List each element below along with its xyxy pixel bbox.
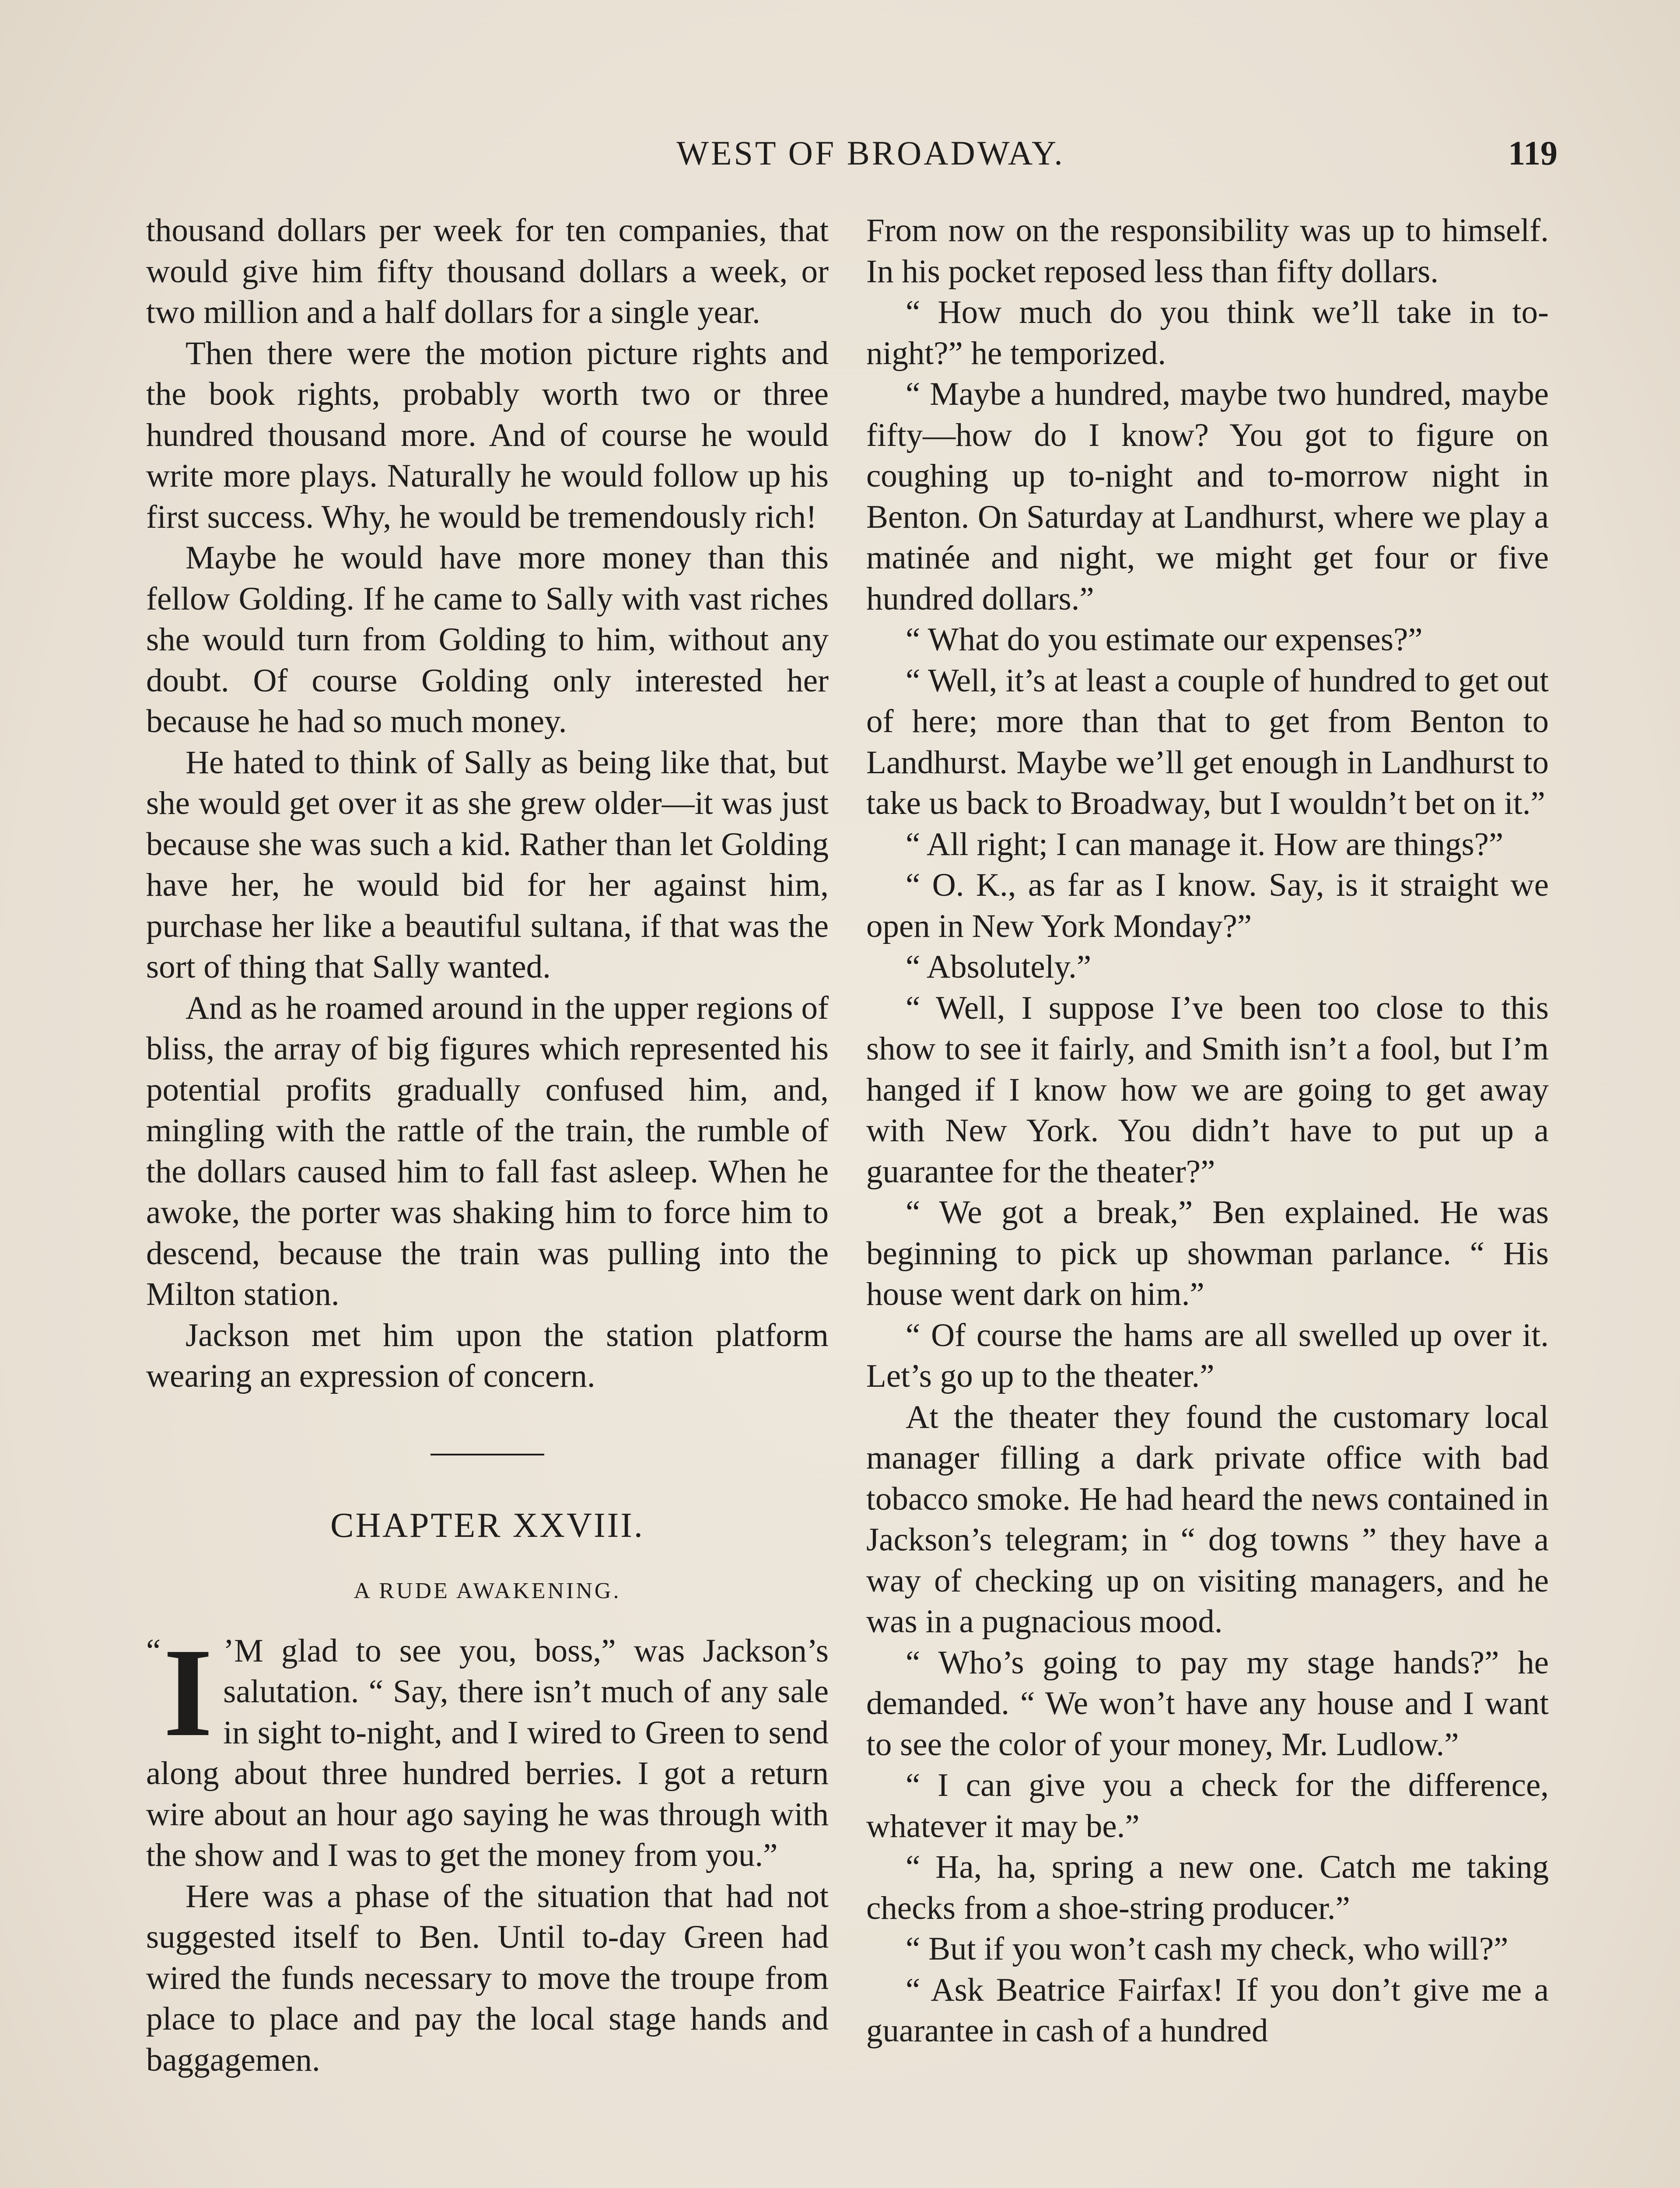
opening-quote-mark: “ xyxy=(146,1632,161,1669)
paragraph: Maybe he would have more money than this fellow Golding. If he came to Sally with vast riches she would turn from Golding to him, without any doubt. Of course Golding only interested her because he had so much money. xyxy=(146,540,829,740)
drop-cap-letter: I xyxy=(163,1622,213,1763)
chapter-divider-rule xyxy=(430,1454,544,1455)
opening-paragraph xyxy=(146,1622,829,1876)
left-column xyxy=(146,210,829,2080)
paragraph: He hated to think of Sally as being like that, but she would get over it as she grew older—it was just because she was such a kid. Rather than let Golding have her, he would bid for her against him, purchase her like a beautiful sultana, if that was the sort of thing that Sally wanted. xyxy=(146,744,829,985)
paragraph: “ What do you estimate our expenses?” xyxy=(906,621,1423,658)
running-title: WEST OF BROADWAY. xyxy=(676,134,1065,172)
paragraph: “ We got a break,” Ben explained. He was beginning to pick up showman parlance. “ His house went dark on him.” xyxy=(866,1194,1549,1312)
paragraph: Here was a phase of the situation that had not suggested itself to Ben. Until to-day Green had wired the funds necessary to move the troupe from place to place and pay the local stage hands and baggagemen. xyxy=(146,1878,829,2078)
paragraph: “ Ha, ha, spring a new one. Catch me taking checks from a shoe-string producer.” xyxy=(866,1849,1549,1926)
paragraph: “ Of course the hams are all swelled up over it. Let’s go up to the theater.” xyxy=(866,1317,1549,1394)
chapter-title: CHAPTER XXVIII. xyxy=(330,1506,644,1545)
opening-text: ’M glad to see you, boss,” was Jackson’s salutation. “ Say, there isn’t much of any sale in sight to-night, and I wired to Green to send along about three hundred berries. I got a return wire about an hour ago saying he was through with the show and I was to get the money from you.” xyxy=(146,1632,829,1873)
paragraph: “ Absolutely.” xyxy=(906,949,1092,985)
paragraph: “ How much do you think we’ll take in to-night?” he temporized. xyxy=(866,294,1549,372)
paragraph: “ But if you won’t cash my check, who will?” xyxy=(906,1931,1508,1967)
right-column xyxy=(866,210,1549,2051)
paragraph: “ I can give you a check for the difference, whatever it may be.” xyxy=(866,1767,1549,1844)
paragraph: From now on the responsibility was up to himself. In his pocket reposed less than fifty dollars. xyxy=(866,212,1549,290)
paragraph: Jackson met him upon the station platform wearing an expression of concern. xyxy=(146,1317,829,1394)
paragraph: “ Ask Beatrice Fairfax! If you don’t give me a guarantee in cash of a hundred xyxy=(866,1971,1549,2049)
paragraph: And as he roamed around in the upper regions of bliss, the array of big figures which represented his potential profits gradually confused him, and, mingling with the rattle of the train, the rumble of the dollars caused him to fall fast asleep. When he awoke, the porter was shaking him to force him to descend, because the train was pulling into the Milton station. xyxy=(146,989,829,1312)
paragraph: At the theater they found the customary local manager filling a dark private office with bad tobacco smoke. He had heard the news contained in Jackson’s telegram; in “ dog towns ” they have a way of checking up on visiting managers, and he was in a pugnacious mood. xyxy=(866,1399,1549,1640)
paragraph: “ O. K., as far as I know. Say, is it straight we open in New York Monday?” xyxy=(866,867,1549,944)
paragraph: “ All right; I can manage it. How are things?” xyxy=(906,826,1504,863)
paragraph: thousand dollars per week for ten companies, that would give him fifty thousand dollars a week, or two million and a half dollars for a single year. xyxy=(146,212,829,330)
chapter-subtitle: A RUDE AWAKENING. xyxy=(354,1578,621,1603)
paragraph: “ Who’s going to pay my stage hands?” he demanded. “ We won’t have any house and I want to see the color of your money, Mr. Ludlow.” xyxy=(866,1644,1549,1763)
paragraph: “ Well, it’s at least a couple of hundred to get out of here; more than that to get from Benton to Landhurst. Maybe we’ll get enough in Landhurst to take us back to Broadway, but I wouldn’t bet on it.” xyxy=(866,662,1549,821)
paragraph: Then there were the motion picture rights and the book rights, probably worth two or three hundred thousand more. And of course he would write more plays. Naturally he would follow up his first success. Why, he would be tremendously rich! xyxy=(146,335,829,535)
paragraph: “ Well, I suppose I’ve been too close to this show to see it fairly, and Smith isn’t a fool, but I’m hanged if I know how we are going to get away with New York. You didn’t have to put up a guarantee for the theater?” xyxy=(866,989,1549,1190)
page-number: 119 xyxy=(1508,134,1558,172)
paragraph: “ Maybe a hundred, maybe two hundred, maybe fifty—how do I know? You got to figure on coughing up to-night and to-morrow night in Benton. On Saturday at Landhurst, where we play a matinée and night, we might get four or five hundred dollars.” xyxy=(866,376,1549,617)
